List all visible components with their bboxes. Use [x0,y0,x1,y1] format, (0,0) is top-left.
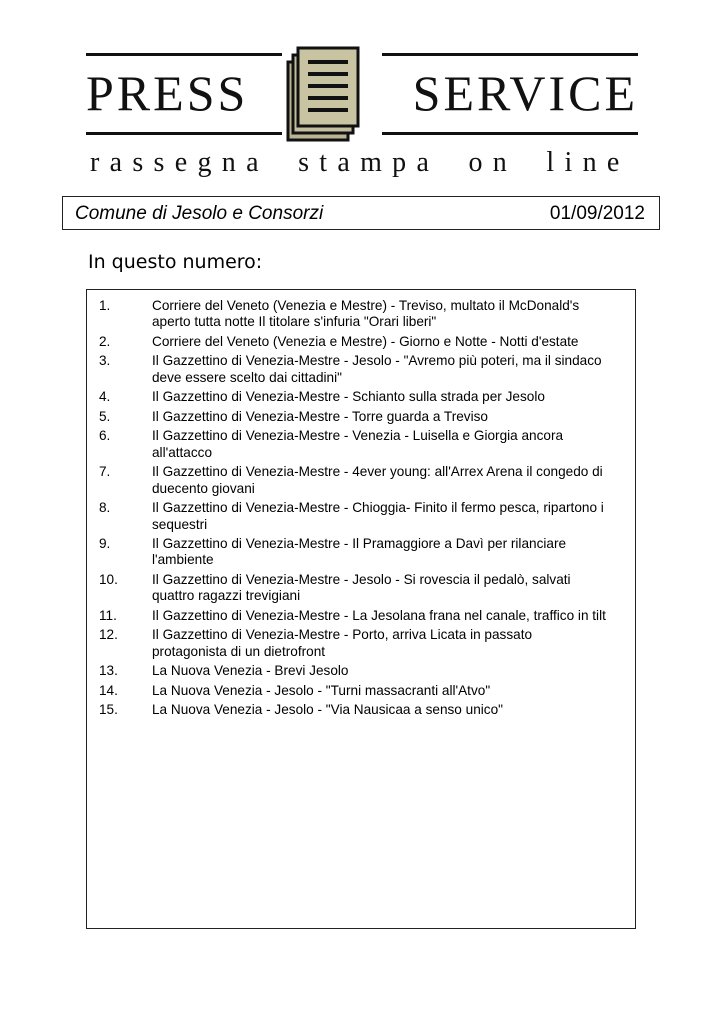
list-item[interactable] [87,683,635,699]
item-title: La Nuova Venezia - Jesolo - "Turni massacranti all'Atvo" [152,682,491,698]
list-item[interactable] [87,298,635,331]
document-stack-icon [282,44,382,144]
item-number: 9. [99,536,111,552]
item-title: Il Gazzettino di Venezia-Mestre - Chioggia- Finito il fermo pesca, ripartono i sequestri [152,500,604,532]
masthead-right-word: SERVICE [412,65,638,121]
list-item[interactable] [87,663,635,679]
article-list [87,298,635,722]
masthead-tagline: rassegna stampa on line [90,147,630,178]
item-title: Corriere del Veneto (Venezia e Mestre) - Giorno e Notte - Notti d'estate [152,333,579,349]
client-name: Comune di Jesolo e Consorzi [75,203,324,224]
list-item[interactable] [87,572,635,605]
list-item[interactable] [87,702,635,718]
issue-header-box [62,196,660,230]
section-title: In questo numero: [88,251,263,273]
item-title: Il Gazzettino di Venezia-Mestre - Schianto sulla strada per Jesolo [152,389,545,405]
item-title: Il Gazzettino di Venezia-Mestre - Il Pramaggiore a Davì per rilanciare l'ambiente [152,536,567,568]
item-title: Il Gazzettino di Venezia-Mestre - 4ever young: all'Arrex Arena il congedo di duecento giovani [152,464,603,496]
item-number: 10. [99,571,118,587]
item-title: Corriere del Veneto (Venezia e Mestre) - Treviso, multato il McDonald's aperto tutta notte Il titolare s'infuria "Orari liberi" [152,298,580,330]
list-item[interactable] [87,389,635,405]
list-item[interactable] [87,536,635,569]
item-title: Il Gazzettino di Venezia-Mestre - Jesolo - "Avremo più poteri, ma il sindaco deve essere scelto dai cittadini" [152,353,602,385]
item-number: 7. [99,464,111,480]
list-item[interactable] [87,334,635,350]
item-number: 3. [99,353,111,369]
item-title: Il Gazzettino di Venezia-Mestre - La Jesolana frana nel canale, traffico in tilt [152,607,606,623]
masthead-left-word: PRESS [86,65,249,121]
list-item[interactable] [87,353,635,386]
item-title: La Nuova Venezia - Jesolo - "Via Nausicaa a senso unico" [152,702,503,718]
list-item[interactable] [87,500,635,533]
item-number: 2. [99,333,111,349]
item-title: Il Gazzettino di Venezia-Mestre - Jesolo - Si rovescia il pedalò, salvati quattro ragazzi trevigiani [152,571,571,604]
item-number: 4. [99,389,111,405]
item-number: 15. [99,702,118,718]
item-number: 13. [99,663,118,679]
article-index-box [86,289,636,929]
item-title: Il Gazzettino di Venezia-Mestre - Torre guarda a Treviso [152,408,488,424]
item-number: 6. [99,428,111,444]
item-number: 5. [99,408,111,424]
list-item[interactable] [87,608,635,624]
issue-date: 01/09/2012 [549,203,645,224]
item-title: Il Gazzettino di Venezia-Mestre - Venezia - Luisella e Giorgia ancora all'attacco [152,428,564,460]
item-number: 8. [99,500,111,516]
item-title: Il Gazzettino di Venezia-Mestre - Porto, arriva Licata in passato protagonista di un dietrofront [152,627,533,659]
list-item[interactable] [87,464,635,497]
list-item[interactable] [87,627,635,660]
item-title: La Nuova Venezia - Brevi Jesolo [152,663,349,679]
item-number: 14. [99,682,118,698]
list-item[interactable] [87,409,635,425]
item-number: 1. [99,298,111,313]
masthead [86,44,638,144]
item-number: 12. [99,627,118,643]
item-number: 11. [99,607,117,623]
list-item[interactable] [87,428,635,461]
